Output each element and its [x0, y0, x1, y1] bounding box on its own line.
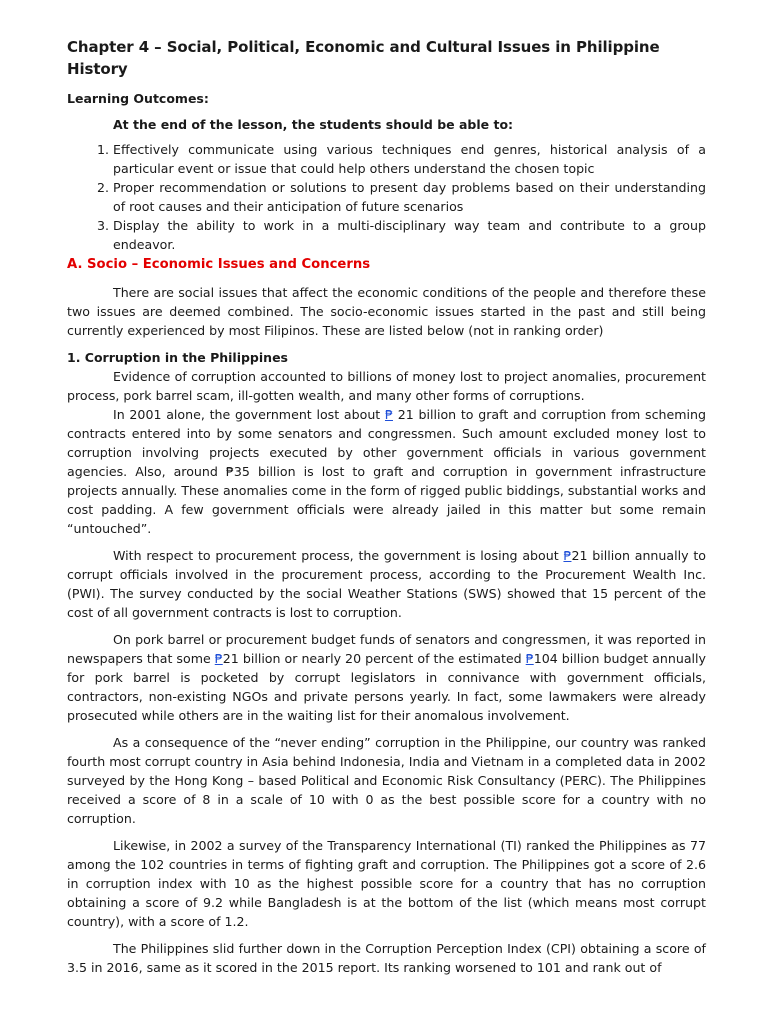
corruption-paragraph-5: As a consequence of the “never ending” corruption in the Philippine, our country was ranked fourth most corrupt country in Asia behind Indonesia, India and Vietnam in a completed data in 2002 surveyed by the Hong Kong – based Political and Economic Risk Consultancy (PERC). The Philippines received a score of 8 in a scale of 10 with 0 as the best possible score for a country with no corruption. — [67, 735, 706, 826]
corruption-paragraph-1: Evidence of corruption accounted to billions of money lost to project anomalies, procurement process, pork barrel scam, ill-gotten wealth, and many other forms of corruptions. — [67, 369, 706, 403]
peso-link[interactable]: ₱ — [563, 548, 572, 563]
document-page — [67, 36, 706, 985]
text-fragment: 21 billion annually to corrupt officials involved in the procurement process, according to the Procurement Wealth Inc. (PWI). The survey conducted by the social Weather Stations (SWS) showed that 15 percent of the cost of all government contracts is lost to corruption. — [67, 548, 706, 620]
learning-outcomes-intro: At the end of the lesson, the students should be able to: — [113, 117, 514, 132]
learning-outcomes-list — [67, 140, 706, 254]
section-a-heading: A. Socio – Economic Issues and Concerns — [67, 257, 371, 272]
corruption-paragraph-4 — [67, 630, 706, 725]
learning-outcomes-heading: Learning Outcomes: — [67, 91, 209, 106]
corruption-paragraph-3 — [67, 546, 706, 622]
corruption-paragraph-6: Likewise, in 2002 a survey of the Transparency International (TI) ranked the Philippines as 77 among the 102 countries in terms of fighting graft and corruption. The Philippines got a score of 2.6 in corruption index with 10 as the highest possible score for a country that has no corruption obtaining a score of 9.2 while Bangladesh is at the bottom of the list (which means most corrupt country), with a score of 1.2. — [67, 838, 706, 929]
text-fragment: On pork barrel or procurement budget funds of senators and congressmen, it was reported in newspapers that some — [67, 632, 706, 666]
corruption-paragraph-7: The Philippines slid further down in the Corruption Perception Index (CPI) obtaining a score of 3.5 in 2016, same as it scored in the 2015 report. Its ranking worsened to 101 and rank out of — [67, 941, 706, 975]
text-fragment: With respect to procurement process, the government is losing about — [113, 548, 564, 563]
section-a-intro: There are social issues that affect the economic conditions of the people and therefore these two issues are deemed combined. The socio-economic issues started in the past and still being currently experienced by most Filipinos. These are listed below (not in ranking order) — [67, 285, 706, 338]
text-fragment: 21 billion to graft and corruption from scheming contracts entered into by some senators and congressmen. Such amount excluded money lost to corruption involving projects executed by other government officials in various government agencies. Also, around ₱35 billion is lost to graft and corruption in government infrastructure projects annually. These anomalies come in the form of rigged public biddings, substantial works and cost padding. A few government officials were already jailed in this matter but some remain “untouched”. — [67, 407, 707, 536]
outcome-item: 3. Display the ability to work in a multi-disciplinary way team and contribute to a group endeavor. — [113, 216, 706, 254]
outcome-item: 1. Effectively communicate using various techniques end genres, historical analysis of a particular event or issue that could help others understand the chosen topic — [113, 140, 706, 178]
corruption-heading: 1. Corruption in the Philippines — [67, 350, 288, 365]
text-fragment: In 2001 alone, the government lost about — [113, 407, 385, 422]
corruption-paragraph-2 — [67, 405, 706, 538]
outcome-item: 2. Proper recommendation or solutions to present day problems based on their understanding of root causes and their anticipation of future scenarios — [113, 178, 706, 216]
peso-link[interactable]: ₱ — [214, 651, 223, 666]
text-fragment: 104 billion budget annually for pork barrel is pocketed by corrupt legislators in connivance with government officials, contractors, non-existing NGOs and private persons yearly. In fact, some lawmakers were already prosecuted while others are in the waiting list for their anomalous involvement. — [67, 651, 706, 723]
chapter-title: Chapter 4 – Social, Political, Economic and Cultural Issues in Philippine History — [67, 38, 660, 78]
peso-link[interactable]: ₱ — [525, 651, 534, 666]
text-fragment: 21 billion or nearly 20 percent of the estimated — [222, 651, 526, 666]
peso-link[interactable]: ₱ — [384, 407, 393, 422]
